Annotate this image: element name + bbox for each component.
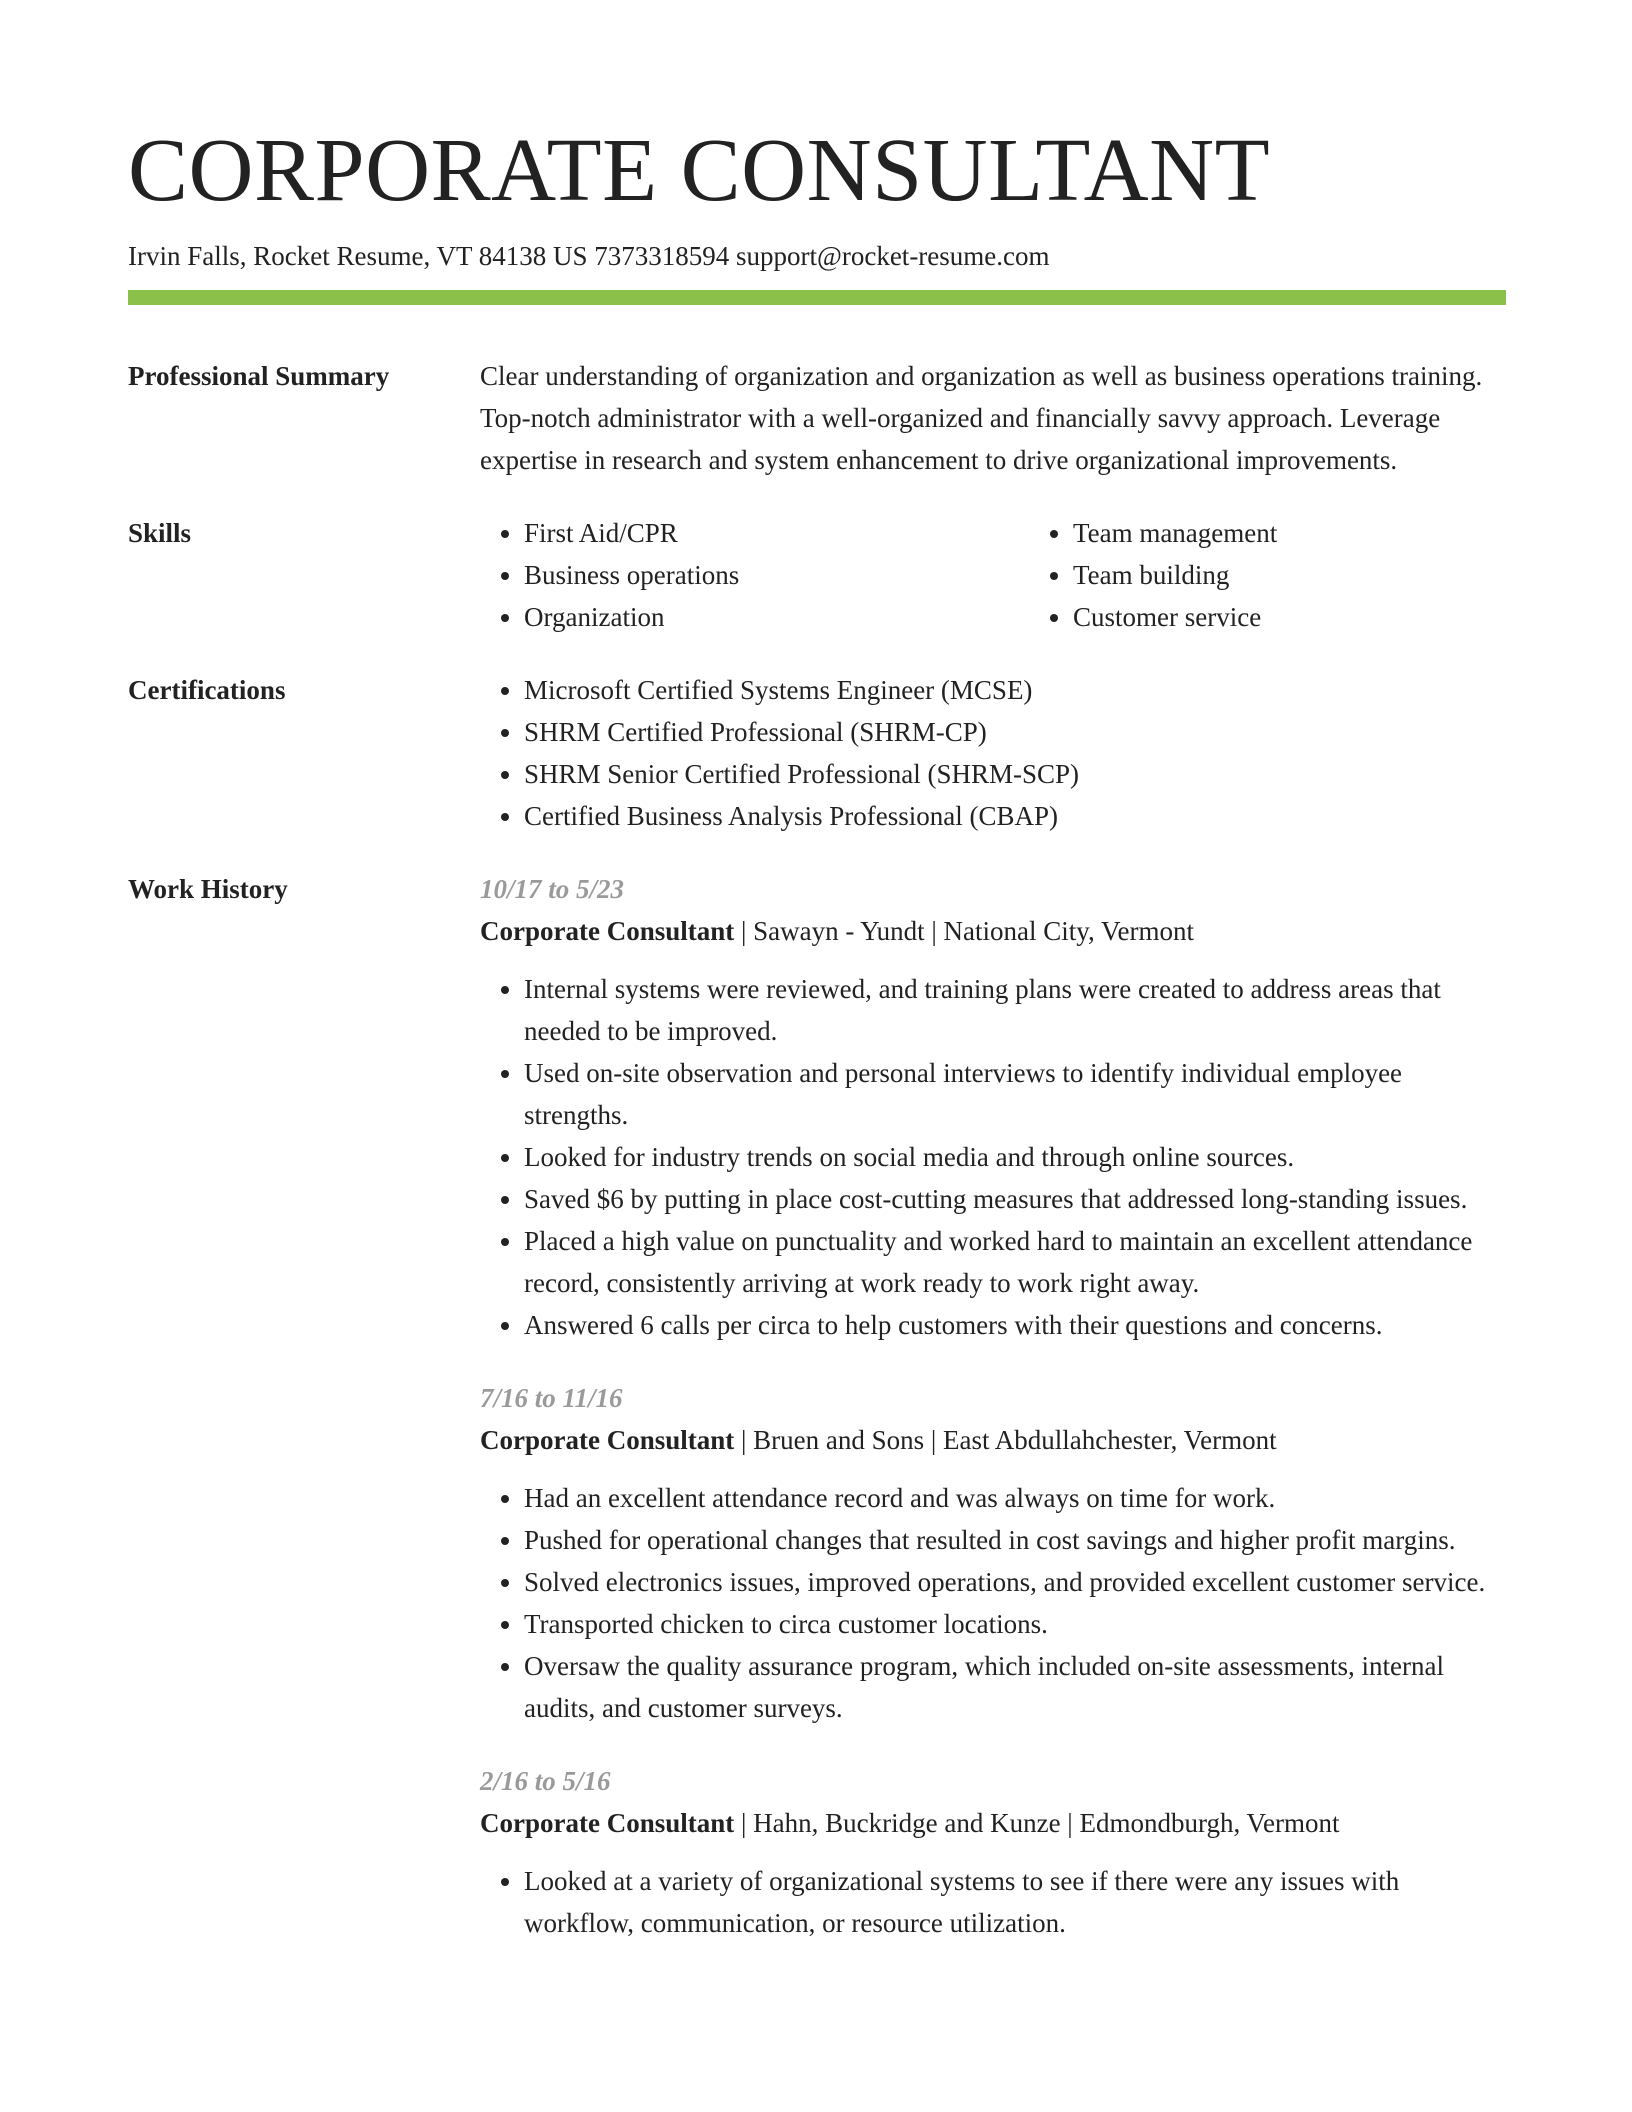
certifications-label: Certifications	[128, 675, 286, 705]
skills-list-right	[1029, 512, 1578, 638]
skills-list-left	[480, 512, 1029, 638]
skills-label: Skills	[128, 518, 192, 548]
job-bullet: • Pushed for operational changes that resulted in cost savings and higher profit margins.	[524, 1519, 1506, 1561]
job-bullets	[480, 1477, 1506, 1729]
job-entry	[480, 868, 1506, 1346]
job-details: | Sawayn - Yundt | National City, Vermont	[734, 916, 1195, 946]
resume-name: CORPORATE CONSULTANT	[128, 121, 1271, 220]
job-dates: 7/16 to 11/16	[480, 1383, 623, 1413]
job-bullet: • Solved electronics issues, improved operations, and provided excellent customer service.	[524, 1561, 1506, 1603]
job-details: | Hahn, Buckridge and Kunze | Edmondburgh, Vermont	[734, 1808, 1340, 1838]
skill-item: • First Aid/CPR	[524, 512, 1029, 554]
job-bullet: • Looked at a variety of organizational systems to see if there were any issues with workflow, communication, or resource utilization.	[524, 1860, 1506, 1944]
header-divider	[128, 290, 1506, 305]
job-heading	[480, 910, 1506, 952]
certification-item: • Certified Business Analysis Professional (CBAP)	[524, 795, 1506, 837]
job-details: | Bruen and Sons | East Abdullahchester, Vermont	[734, 1425, 1277, 1455]
job-bullet: • Answered 6 calls per circa to help customers with their questions and concerns.	[524, 1304, 1506, 1346]
job-entry	[480, 1377, 1506, 1729]
job-dates: 10/17 to 5/23	[480, 874, 625, 904]
job-bullets	[480, 1860, 1506, 1944]
certifications-section	[128, 669, 1506, 837]
certification-item: • Microsoft Certified Systems Engineer (MCSE)	[524, 669, 1506, 711]
job-title: Corporate Consultant	[480, 1808, 735, 1838]
skill-item: • Business operations	[524, 554, 1029, 596]
job-bullet: • Used on-site observation and personal interviews to identify individual employee strengths.	[524, 1052, 1506, 1136]
job-dates: 2/16 to 5/16	[480, 1766, 611, 1796]
skill-item: • Team management	[1073, 512, 1578, 554]
skill-item: • Customer service	[1073, 596, 1578, 638]
certification-item: • SHRM Certified Professional (SHRM-CP)	[524, 711, 1506, 753]
certifications-list	[480, 669, 1506, 837]
summary-section	[128, 355, 1506, 481]
contact-line: Irvin Falls, Rocket Resume, VT 84138 US 7373318594 support@rocket-resume.com	[128, 241, 1050, 271]
job-heading	[480, 1802, 1506, 1844]
job-heading	[480, 1419, 1506, 1461]
job-bullet: • Oversaw the quality assurance program, which included on-site assessments, internal audits, and customer surveys.	[524, 1645, 1506, 1729]
job-bullet: • Placed a high value on punctuality and worked hard to maintain an excellent attendance record, consistently arriving at work ready to work right away.	[524, 1220, 1506, 1304]
summary-text: Clear understanding of organization and organization as well as business operations training. Top-notch administrator with a well-organized and financially savvy approach. Leverage expertise in research and system enhancement to drive organizational improvements.	[480, 361, 1483, 475]
job-bullets	[480, 968, 1506, 1346]
job-bullet: • Saved $6 by putting in place cost-cutting measures that addressed long-standing issues.	[524, 1178, 1506, 1220]
summary-label: Professional Summary	[128, 361, 390, 391]
job-title: Corporate Consultant	[480, 1425, 735, 1455]
skill-item: • Team building	[1073, 554, 1578, 596]
work-history-label: Work History	[128, 874, 288, 904]
skills-section	[128, 512, 1506, 638]
certification-item: • SHRM Senior Certified Professional (SHRM-SCP)	[524, 753, 1506, 795]
resume-page	[128, 0, 1506, 1944]
skill-item: • Organization	[524, 596, 1029, 638]
job-bullet: • Transported chicken to circa customer locations.	[524, 1603, 1506, 1645]
job-bullet: • Internal systems were reviewed, and training plans were created to address areas that needed to be improved.	[524, 968, 1506, 1052]
job-entry	[480, 1760, 1506, 1944]
job-bullet: • Looked for industry trends on social media and through online sources.	[524, 1136, 1506, 1178]
job-bullet: • Had an excellent attendance record and was always on time for work.	[524, 1477, 1506, 1519]
job-title: Corporate Consultant	[480, 916, 735, 946]
work-history-section	[128, 868, 1506, 1944]
